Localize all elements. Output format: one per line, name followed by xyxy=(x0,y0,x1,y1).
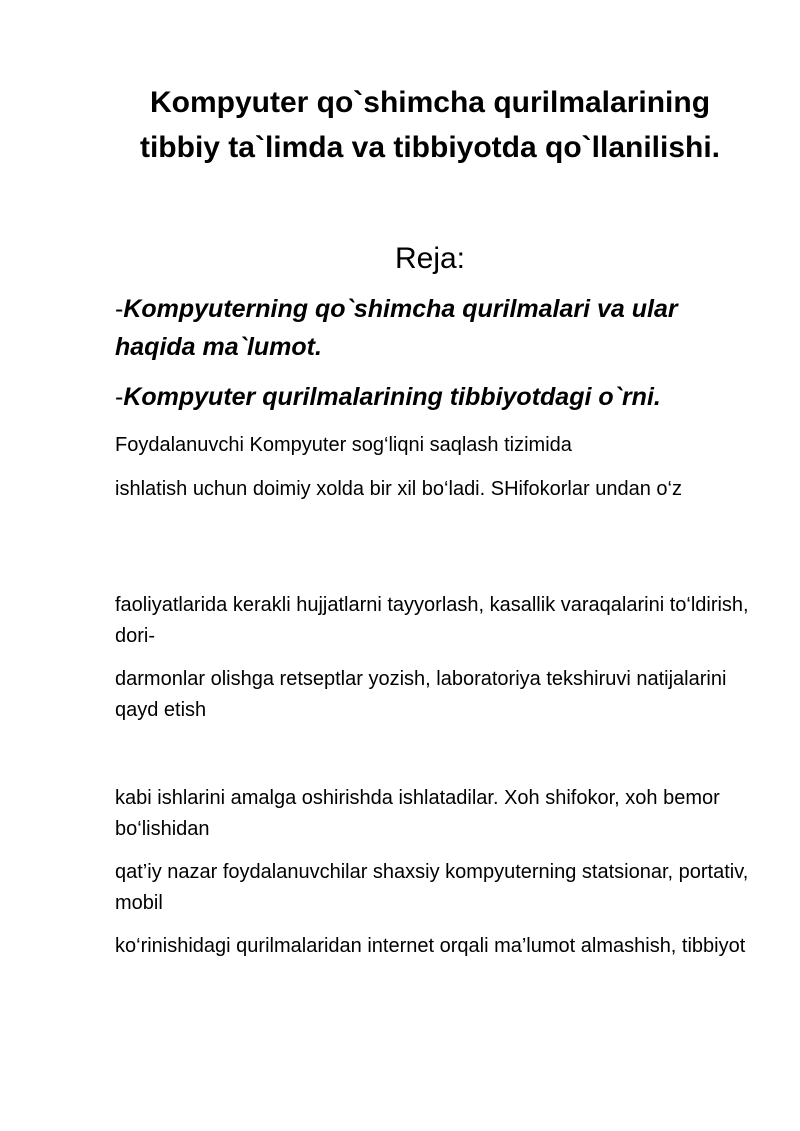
body-paragraph-1: Foydalanuvchi Kompyuter sog‘liqni saqlash tizimida xyxy=(115,434,572,456)
plan-heading: Reja: xyxy=(394,242,466,275)
plan-item-1 xyxy=(115,290,755,366)
plan-item-2 xyxy=(115,378,755,416)
title-line-1: Kompyuter qo`shimcha qurilmalarining xyxy=(149,86,711,119)
body-paragraph-5: kabi ishlarini amalga oshirishda ishlatadilar. Xoh shifokor, xoh bemor bo‘lishidan xyxy=(115,787,720,840)
document-title xyxy=(60,80,800,170)
body-paragraph-4: darmonlar olishga retseptlar yozish, laboratoriya tekshiruvi natijalarini qayd etish xyxy=(115,668,727,721)
body-paragraph-2: ishlatish uchun doimiy xolda bir xil bo‘ladi. SHifokorlar undan o‘z xyxy=(115,478,682,500)
plan-item-dash: - xyxy=(115,383,124,411)
body-paragraph-6: qat’iy nazar foydalanuvchilar shaxsiy kompyuterning statsionar, portativ, mobil xyxy=(115,861,749,914)
plan-item-dash: - xyxy=(115,295,124,323)
title-line-2: tibbiy ta`limda va tibbiyotda qo`llanilishi. xyxy=(139,131,721,164)
body-paragraph-3: faoliyatlarida kerakli hujjatlarni tayyorlash, kasallik varaqalarini to‘ldirish, dori- xyxy=(115,594,749,647)
plan-item-text: Kompyuter qurilmalarining tibbiyotdagi o`rni. xyxy=(123,383,661,411)
plan-item-text: Kompyuterning qo`shimcha qurilmalari va ular haqida ma`lumot. xyxy=(115,295,678,361)
body-paragraph-7: ko‘rinishidagi qurilmalaridan internet orqali ma’lumot almashish, tibbiyot xyxy=(115,935,746,957)
